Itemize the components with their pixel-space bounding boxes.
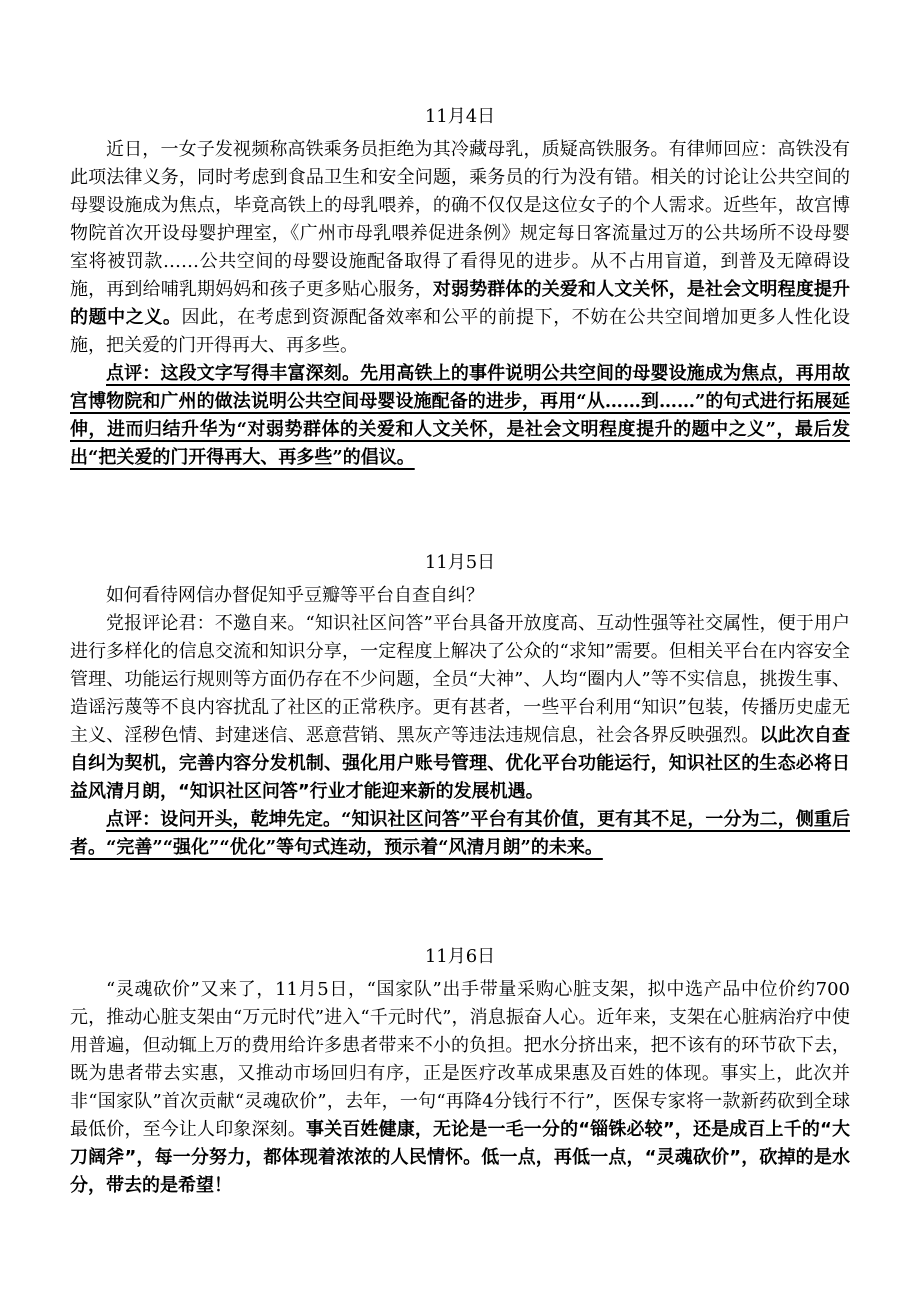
section-nov-5 [70,550,850,862]
section-date: 11月4日 [424,106,496,127]
section-date: 11月5日 [424,552,496,573]
body-paragraph [70,136,850,360]
paragraph-bold-text: 对弱势群体的关爱和人文关怀，是社会文明程度提升的题中之义。 [70,279,850,328]
body-paragraph [70,610,850,806]
paragraph-bold-text: 以此次自查自纠为契机，完善内容分发机制、强化用户账号管理、优化平台功能运行，知识社区的生态必将日益风清月朗，“知识社区问答”行业才能迎来新的发展机遇。 [70,725,851,802]
section-nov-4 [70,104,850,472]
section-date: 11月6日 [424,946,496,967]
paragraph-tail-text: 因此，在考虑到资源配备效率和公平的前提下，不妨在公共空间增加更多人性化设施，把关爱的门开得再大、再多些。 [70,307,850,356]
paragraph-bold-text: 事关百姓健康，无论是一毛一分的“锱铢必较”，还是成百上千的“大刀阔斧”，每一分努力，都体现着浓浓的人民情怀。低一点，再低一点，“灵魂砍价”，砍掉的是水分，带去的是希望！ [70,1119,850,1196]
body-paragraph [70,976,850,1200]
question-line: 如何看待网信办督促知乎豆瓣等平台自查自纠？ [106,585,484,606]
section-nov-6 [70,944,850,1200]
paragraph-text: 近日，一女子发视频称高铁乘务员拒绝为其冷藏母乳，质疑高铁服务。有律师回应：高铁没有此项法律义务，同时考虑到食品卫生和安全问题，乘务员的行为没有错。相关的讨论让公共空间的母婴设施成为焦点，毕竟高铁上的母乳喂养，的确不仅仅是这位女子的个人需求。近些年，故宫博物院首次开设母婴护理室，《广州市母乳喂养促进条例》规定每日客流量过万的公共场所不设母婴室将被罚款……公共空间的母婴设施配备取得了看得见的进步。从不占用盲道，到普及无障碍设施，再到给哺乳期妈妈和孩子更多贴心服务， [70,139,850,300]
paragraph-text: “灵魂砍价”又来了，11月5日，“国家队”出手带量采购心脏支架，拟中选产品中位价约700元，推动心脏支架由“万元时代”进入“千元时代”，消息振奋人心。近年来，支架在心脏病治疗中使用普遍，但动辄上万的费用给许多患者带来不小的负担。把水分挤出来，把不该有的环节砍下去，既为患者带去实惠，又推动市场回归有序，正是医疗改革成果惠及百姓的体现。事实上，此次并非“国家队”首次贡献“灵魂砍价”，去年，一句“再降4分钱行不行”，医保专家将一款新药砍到全球最低价，至今让人印象深刻。 [70,979,850,1140]
comment-paragraph: 点评：设问开头，乾坤先定。“知识社区问答”平台有其价值，更有其不足，一分为二，侧重后者。“完善”“强化”“优化”等句式连动，预示着“风清月朗”的未来。 [70,809,850,858]
comment-paragraph: 点评：这段文字写得丰富深刻。先用高铁上的事件说明公共空间的母婴设施成为焦点，再用故宫博物院和广州的做法说明公共空间母婴设施配备的进步，再用“从……到……”的句式进行拓展延伸，进而归结升华为“对弱势群体的关爱和人文关怀，是社会文明程度提升的题中之义”，最后发出“把关爱的门开得再大、再多些”的倡议。 [70,363,850,468]
paragraph-text: 党报评论君：不邀自来。“知识社区问答”平台具备开放度高、互动性强等社交属性，便于用户进行多样化的信息交流和知识分享，一定程度上解决了公众的“求知”需要。但相关平台在内容安全管理、功能运行规则等方面仍存在不少问题，全员“大神”、人均“圈内人”等不实信息，挑拨生事、造谣污蔑等不良内容扰乱了社区的正常秩序。更有甚者，一些平台利用“知识”包装，传播历史虚无主义、淫秽色情、封建迷信、恶意营销、黑灰产等违法违规信息，社会各界反映强烈。 [70,613,850,746]
